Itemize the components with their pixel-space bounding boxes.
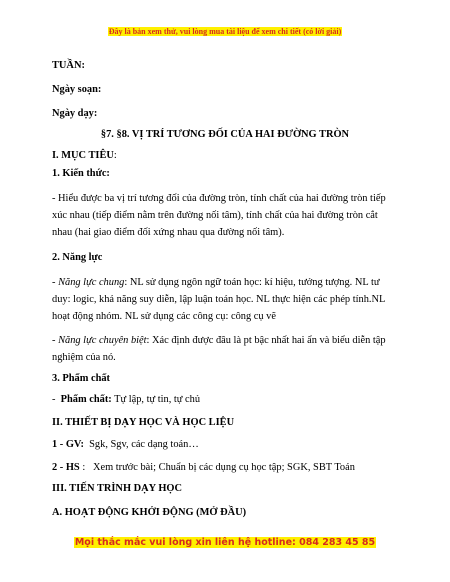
- quality-heading: 3. Phẩm chất: [52, 373, 111, 384]
- student-label: 2 - HS: [52, 462, 80, 473]
- preview-notice-text: Đây là bản xem thử, vui lòng mua tài liệu để xem chi tiết (có lời giải): [108, 27, 342, 36]
- general-competency-text: : NL sử dụng ngôn ngữ toán học: kí hiệu, tưởng tượng. NL tư duy: logic, khả năng suy diễn, lập luận toán học. NL thực hiện các phép tính.NL hoạt động nhóm. NL sử dụng các công cụ: công cụ vẽ: [52, 277, 385, 322]
- section-objectives-heading: [52, 150, 117, 161]
- warmup-activity-heading: A. HOẠT ĐỘNG KHỞI ĐỘNG (MỞ ĐẦU): [52, 507, 247, 518]
- quality-label: Phẩm chất:: [60, 394, 112, 405]
- teach-date-label: Ngày dạy:: [52, 108, 98, 119]
- knowledge-heading: 1. Kiến thức:: [52, 168, 110, 179]
- prep-date-label: Ngày soạn:: [52, 84, 102, 95]
- general-competency-label: Năng lực chung: [58, 277, 125, 288]
- hotline-banner: [0, 537, 450, 548]
- preview-notice-banner: [0, 27, 450, 36]
- objectives-heading-colon: :: [113, 150, 117, 161]
- teacher-materials-text: Sgk, Sgv, các dạng toán…: [83, 439, 199, 450]
- equipment-heading: II. THIẾT BỊ DẠY HỌC VÀ HỌC LIỆU: [52, 417, 235, 428]
- student-materials-text: : Xem trước bài; Chuẩn bị các dụng cụ học tập; SGK, SBT Toán: [79, 462, 355, 473]
- hotline-text: Mọi thắc mắc vui lòng xin liên hệ hotline: 084 283 45 85: [74, 537, 376, 548]
- objectives-heading-text: I. MỤC TIÊU: [52, 150, 114, 161]
- process-heading: III. TIẾN TRÌNH DẠY HỌC: [52, 483, 183, 494]
- competency-heading: 2. Năng lực: [52, 252, 103, 263]
- student-materials-line: [52, 462, 355, 473]
- general-competency-paragraph: - Năng lực chung: NL sử dụng ngôn ngữ toán học: kí hiệu, tưởng tượng. NL tư duy: logic, khả năng suy diễn, lập luận toán học. NL thực hiện các phép tính.NL hoạt động nhóm. NL sử dụng các công cụ: công cụ vẽ: [52, 277, 385, 322]
- specific-competency-text: : Xác định được đâu là pt bậc nhất hai ẩn và biểu diễn tập nghiệm của nó.: [52, 335, 386, 363]
- specific-competency-label: Năng lực chuyên biệt: [58, 335, 147, 346]
- week-label: TUẦN:: [52, 60, 85, 71]
- teacher-materials-line: [52, 439, 199, 450]
- lesson-title: §7. §8. VỊ TRÍ TƯƠNG ĐỐI CỦA HAI ĐƯỜNG TRÒN: [100, 129, 350, 140]
- teacher-label: 1 - GV:: [52, 439, 84, 450]
- specific-competency-paragraph: - Năng lực chuyên biệt: Xác định được đâu là pt bậc nhất hai ẩn và biểu diễn tập nghiệm của nó.: [52, 335, 386, 363]
- quality-text: Tự lập, tự tin, tự chủ: [111, 394, 201, 405]
- quality-line: - Phẩm chất: Tự lập, tự tin, tự chủ: [52, 394, 201, 405]
- knowledge-paragraph: - Hiểu được ba vị trí tương đối của đường tròn, tính chất của hai đường tròn tiếp xúc nhau (tiếp điểm nằm trên đường nối tâm), tính chất của hai đường tròn cắt nhau (hai giao điểm đối xứng nhau qua đường nối tâm).: [52, 193, 386, 238]
